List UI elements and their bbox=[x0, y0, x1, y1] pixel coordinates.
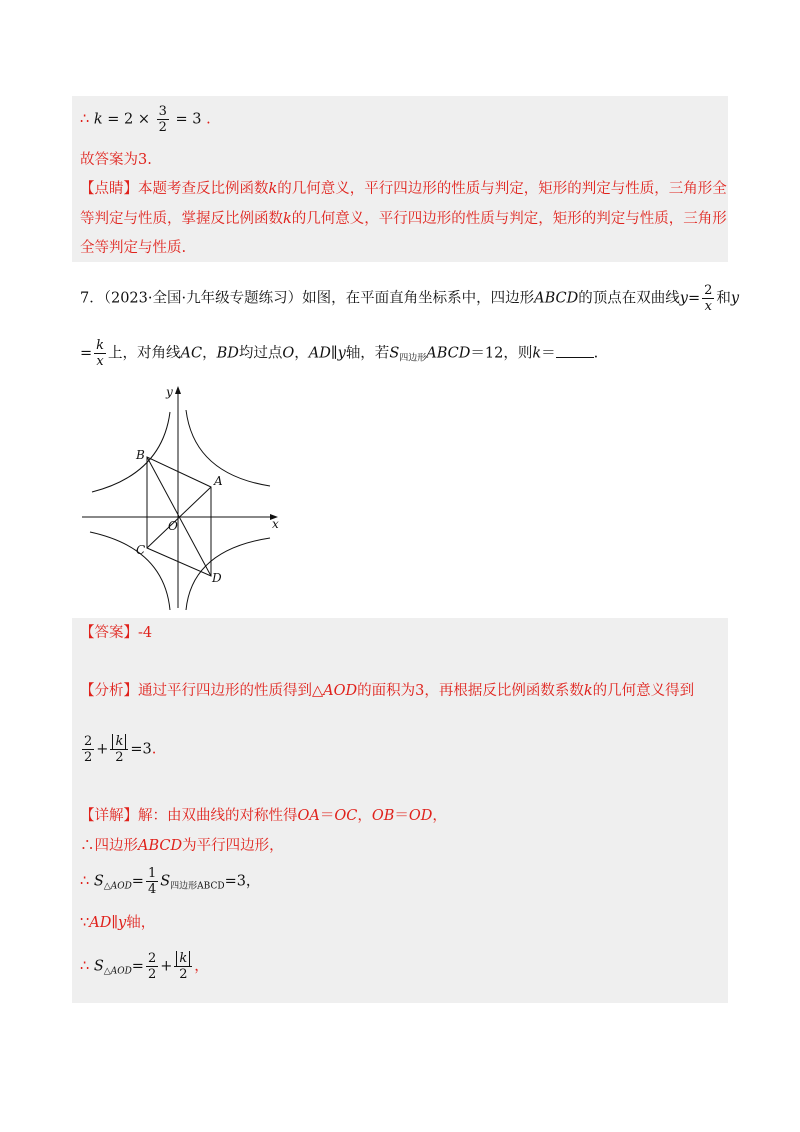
y-axis-arrow bbox=[175, 386, 181, 394]
hyperbola-branch-q1 bbox=[186, 410, 270, 486]
question-7-line-1: 7．（2023·全国·九年级专题练习）如图，在平面直角坐标系中，四边形ABCD的顶点在双曲线y= $\frac{2}{x}$ 和y bbox=[80, 283, 740, 314]
fraction: $\frac{k}{x}$ bbox=[96, 338, 105, 369]
answer-statement: 故答案为3. bbox=[80, 152, 152, 168]
detail-line-4: ∵AD∥y轴， bbox=[80, 915, 156, 931]
y-axis-label: y bbox=[166, 385, 173, 399]
detail-line-2: ∴四边形ABCD为平行四边形， bbox=[80, 838, 284, 854]
hyperbola-figure bbox=[78, 378, 298, 614]
analysis-line: 【分析】通过平行四边形的性质得到△AOD的面积为3，再根据反比例函数系数k的几何意义得到 bbox=[80, 683, 695, 699]
point-label-D: D bbox=[212, 571, 222, 585]
fraction: $\frac{3}{2}$ bbox=[158, 104, 167, 135]
detail-line-1: 【详解】解：由双曲线的对称性得OA＝OC，OB＝OD， bbox=[80, 808, 447, 824]
hyperbola-branch-q4 bbox=[186, 538, 270, 610]
fraction: $\frac{k}{2}$ bbox=[110, 734, 128, 765]
fraction: $\frac{2}{2}$ bbox=[147, 951, 157, 982]
fraction: $\frac{2}{2}$ bbox=[84, 734, 93, 765]
commentary-line-3: 全等判定与性质. bbox=[80, 240, 187, 256]
analysis-formula: $\frac{2}{2}$ + $\frac{k}{2}$ =3. bbox=[84, 734, 157, 765]
point-label-O: O bbox=[168, 519, 178, 533]
point-label-A: A bbox=[214, 474, 223, 488]
point-label-B: B bbox=[136, 448, 145, 462]
answer-blank bbox=[556, 343, 594, 358]
commentary-line-1: 【点睛】本题考查反比例函数k的几何意义，平行四边形的性质与判定，矩形的判定与性质，三角形全 bbox=[80, 181, 727, 197]
detail-line-5: ∴ $S_{\triangle AOD}=$ $\frac{2}{2}$ + $\frac{k}{2}$ ， bbox=[80, 951, 209, 982]
fraction: $\frac{2}{x}$ bbox=[704, 283, 713, 314]
point-label-C: C bbox=[136, 543, 146, 557]
answer-line: 【答案】-4 bbox=[80, 625, 153, 641]
fraction: $\frac{1}{4}$ bbox=[147, 866, 157, 897]
x-axis-label: x bbox=[272, 517, 279, 531]
solution-line-k: ∴ k = 2 × $\frac{3}{2}$ = 3 . bbox=[80, 104, 211, 135]
fraction: $\frac{k}{2}$ bbox=[174, 951, 192, 982]
question-7-line-2: = $\frac{k}{x}$ 上，对角线AC，BD均过点O，AD∥y轴，若$S_{四边形}ABCD=12$，则k＝ . bbox=[80, 338, 599, 369]
hyperbola-branch-q2 bbox=[92, 412, 170, 492]
hyperbola-branch-q3 bbox=[90, 532, 170, 610]
commentary-line-2: 等判定与性质，掌握反比例函数k的几何意义，平行四边形的性质与判定，矩形的判定与性质，三角形 bbox=[80, 211, 727, 227]
detail-line-3: ∴ $S_{\triangle AOD}=$ $\frac{1}{4}$ $S_{四边形ABCD}=3$， bbox=[80, 866, 261, 897]
